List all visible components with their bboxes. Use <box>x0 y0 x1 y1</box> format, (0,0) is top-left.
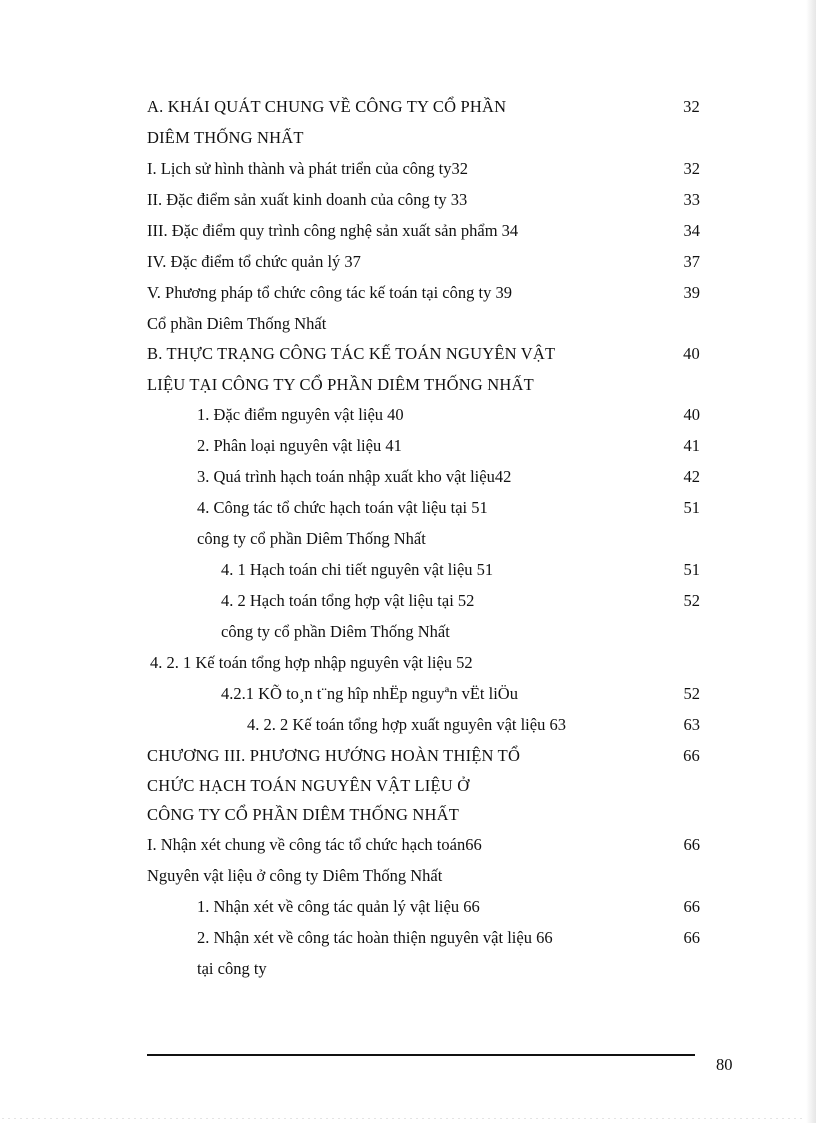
toc-entry-page: 52 <box>683 684 700 703</box>
toc-entry-text: 1. Nhận xét về công tác quản lý vật liệu 66 <box>197 897 480 916</box>
toc-entry-page: 32 <box>683 97 700 116</box>
toc-entry-page: 33 <box>683 190 700 209</box>
page-number: 80 <box>716 1055 733 1074</box>
toc-entry-text: B. THỰC TRẠNG CÔNG TÁC KẾ TOÁN NGUYÊN VẬT <box>147 344 556 363</box>
toc-entry-text: 3. Quá trình hạch toán nhập xuất kho vật liệu42 <box>197 467 512 486</box>
toc-entry-text: II. Đặc điểm sản xuất kinh doanh của công ty 33 <box>147 190 468 209</box>
page-bottom-dotted-edge <box>0 1117 806 1120</box>
toc-entry-page: 40 <box>683 405 700 424</box>
toc-entry-text: công ty cổ phần Diêm Thống Nhất <box>197 529 426 548</box>
toc-entry-text: V. Phương pháp tổ chức công tác kế toán tại công ty 39 <box>147 283 512 302</box>
toc-entry-text: IV. Đặc điểm tổ chức quản lý 37 <box>147 252 361 271</box>
toc-entry-text: 4. 1 Hạch toán chi tiết nguyên vật liệu 51 <box>221 560 494 579</box>
toc-entry-page: 52 <box>683 591 700 610</box>
toc-entry-text: I. Lịch sử hình thành và phát triển của công ty32 <box>147 159 468 178</box>
toc-entry-text: 2. Phân loại nguyên vật liệu 41 <box>197 436 402 455</box>
toc-entry-page: 51 <box>683 498 700 517</box>
toc-entry-page: 66 <box>683 835 700 854</box>
toc-entry-text: 4. 2. 2 Kế toán tổng hợp xuất nguyên vật liệu 63 <box>247 715 566 734</box>
toc-entry-text: tại công ty <box>197 959 267 978</box>
toc-entry-text: công ty cổ phần Diêm Thống Nhất <box>221 622 450 641</box>
toc-entry-text: III. Đặc điểm quy trình công nghệ sản xuất sản phẩm 34 <box>147 221 519 240</box>
toc-entry-text: Cổ phần Diêm Thống Nhất <box>147 314 327 333</box>
toc-entry-text: CÔNG TY CỔ PHẦN DIÊM THỐNG NHẤT <box>147 805 460 824</box>
toc-entry-text: 4.2.1 KÕ to¸n t¨ng hîp nhËp nguyªn vËt liÖu <box>221 684 518 703</box>
toc-entry-text: 1. Đặc điểm nguyên vật liệu 40 <box>197 405 404 424</box>
toc-entry-text: 4. Công tác tổ chức hạch toán vật liệu tại 51 <box>197 498 488 517</box>
toc-entry-page: 51 <box>683 560 700 579</box>
footer-rule <box>147 1054 695 1056</box>
toc-entry-page: 41 <box>683 436 700 455</box>
toc-entry-text: Nguyên vật liệu ở công ty Diêm Thống Nhất <box>147 866 443 885</box>
toc-entry-text: 4. 2. 1 Kế toán tổng hợp nhập nguyên vật liệu 52 <box>150 653 473 672</box>
toc-entry-page: 32 <box>683 159 700 178</box>
toc-entry-text: DIÊM THỐNG NHẤT <box>147 128 304 147</box>
toc-entry-text: 2. Nhận xét về công tác hoàn thiện nguyên vật liệu 66 <box>197 928 553 947</box>
toc-entry-page: 66 <box>683 928 700 947</box>
toc-entry-text: LIỆU TẠI CÔNG TY CỔ PHẦN DIÊM THỐNG NHẤT <box>147 375 534 394</box>
toc-entry-text: CHỨC HẠCH TOÁN NGUYÊN VẬT LIỆU Ở <box>147 776 470 795</box>
toc-entry-text: I. Nhận xét chung về công tác tổ chức hạch toán66 <box>147 835 482 854</box>
toc-entry-text: CHƯƠNG III. PHƯƠNG HƯỚNG HOÀN THIỆN TỔ <box>147 746 521 765</box>
toc-entry-page: 37 <box>683 252 700 271</box>
toc-entry-page: 42 <box>683 467 700 486</box>
toc-entry-page: 66 <box>683 746 700 765</box>
toc-entry-page: 34 <box>683 221 700 240</box>
page-edge-shadow <box>806 0 816 1123</box>
toc-entry-page: 40 <box>683 344 700 363</box>
toc-entry-text: A. KHÁI QUÁT CHUNG VỀ CÔNG TY CỔ PHẦN <box>147 97 507 116</box>
toc-entry-page: 66 <box>683 897 700 916</box>
toc-entry-page: 39 <box>683 283 700 302</box>
toc-entry-page: 63 <box>683 715 700 734</box>
toc-entry-text: 4. 2 Hạch toán tổng hợp vật liệu tại 52 <box>221 591 475 610</box>
